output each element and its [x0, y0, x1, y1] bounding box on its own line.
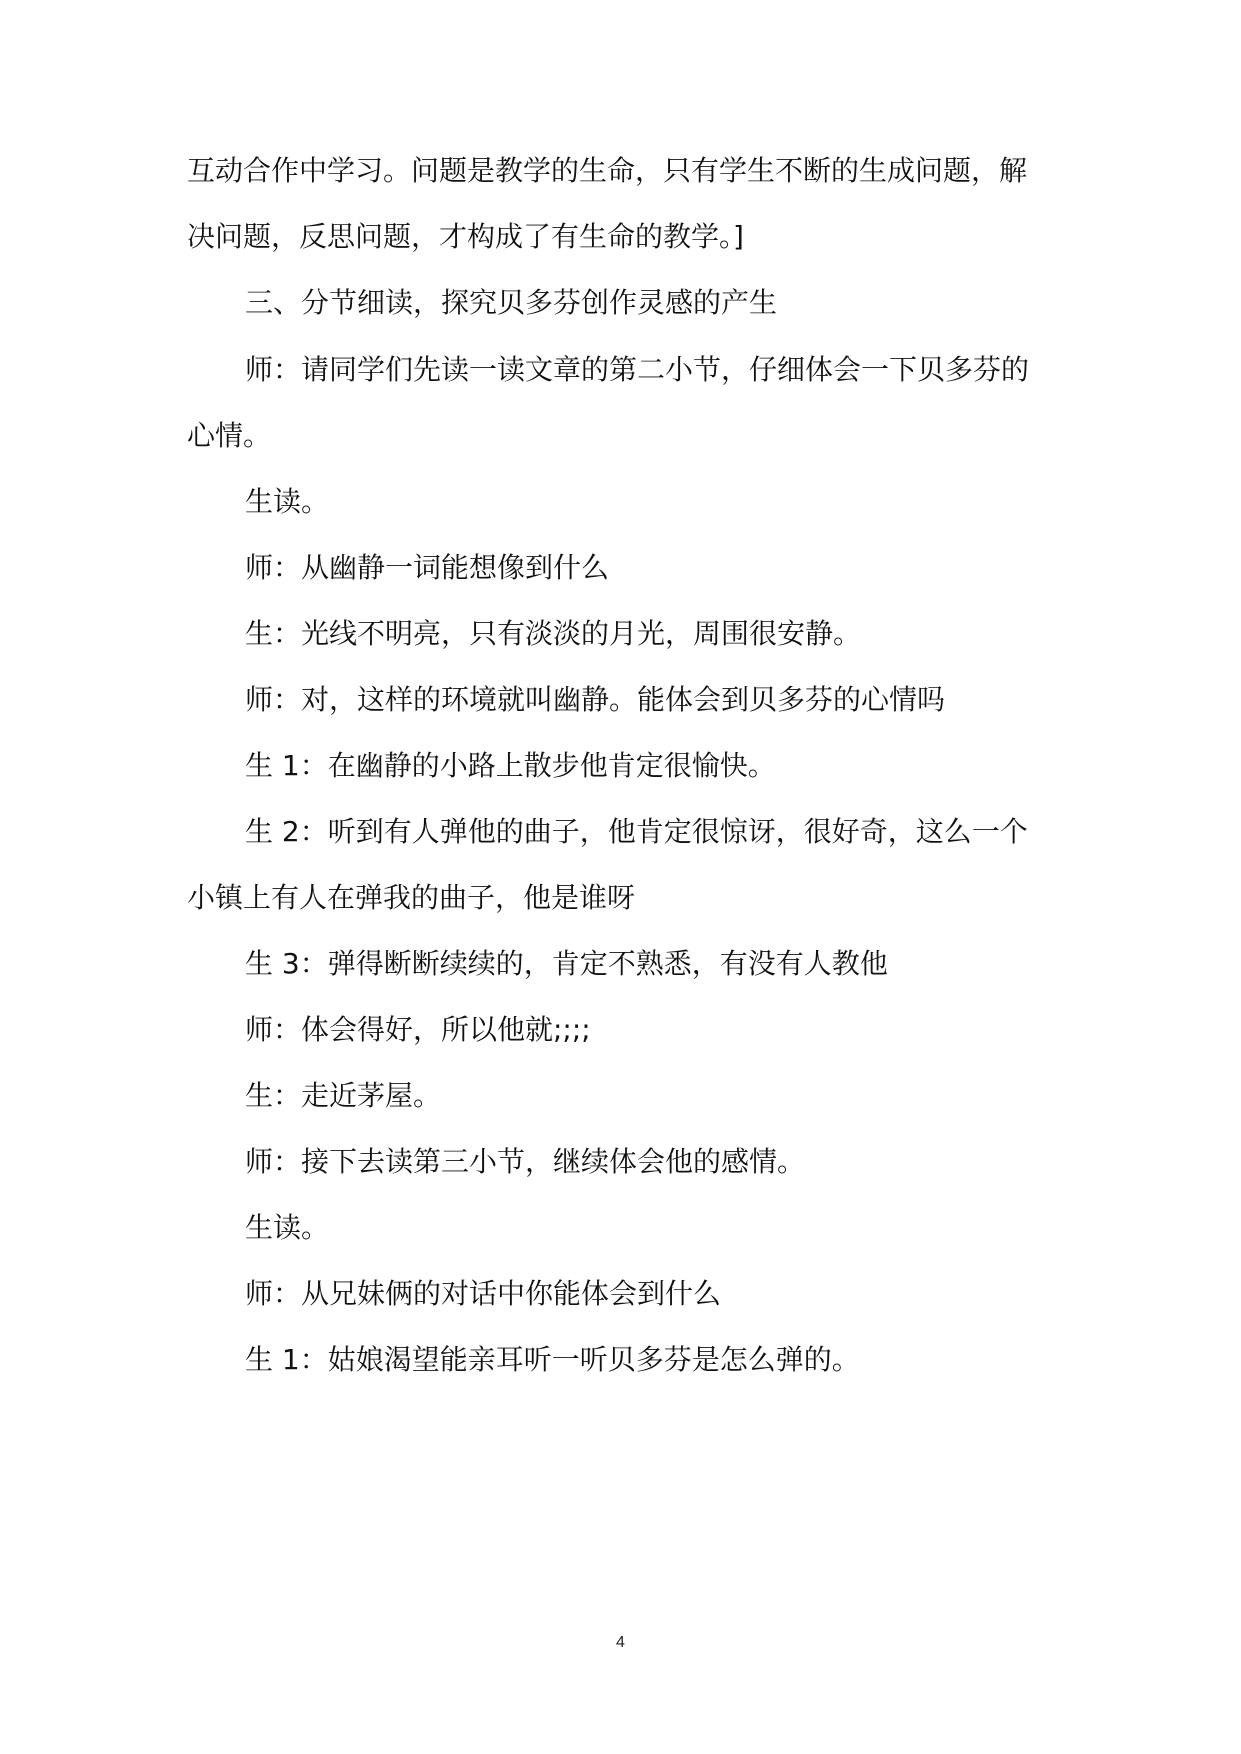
- text-line: 师：体会得好，所以他就;;;;: [245, 1013, 591, 1046]
- text-line: 师：接下去读第三小节，继续体会他的感情。: [245, 1145, 806, 1178]
- text-line: 师：请同学们先读一读文章的第二小节，仔细体会一下贝多芬的: [245, 353, 1030, 386]
- text-line: 生：光线不明亮，只有淡淡的月光，周围很安静。: [245, 617, 862, 650]
- text-line: 心情。: [187, 419, 272, 452]
- text-line: 生：走近茅屋。: [245, 1079, 442, 1112]
- text-line: 生 1：在幽静的小路上散步他肯定很愉快。: [245, 749, 776, 782]
- text-line: 生 1：姑娘渴望能亲耳听一听贝多芬是怎么弹的。: [245, 1343, 860, 1376]
- text-line: 师：对，这样的环境就叫幽静。能体会到贝多芬的心情吗: [245, 683, 946, 716]
- text-line: 师：从兄妹俩的对话中你能体会到什么: [245, 1277, 722, 1310]
- text-line: 生 2：听到有人弹他的曲子，他肯定很惊讶，很好奇，这么一个: [245, 815, 1028, 848]
- text-line: 生 3：弹得断断续续的，肯定不熟悉，有没有人教他: [245, 947, 888, 980]
- text-line: 互动合作中学习。问题是教学的生命，只有学生不断的生成问题，解: [187, 154, 1028, 187]
- page-number: 4: [616, 1634, 625, 1651]
- text-line: 生读。: [245, 485, 330, 518]
- section-heading: 三、分节细读，探究贝多芬创作灵感的产生: [245, 286, 778, 319]
- text-line: 师：从幽静一词能想像到什么: [245, 551, 610, 584]
- text-line: 小镇上有人在弹我的曲子，他是谁呀: [187, 881, 636, 914]
- text-line: 决问题，反思问题，才构成了有生命的教学。]: [187, 220, 744, 253]
- text-line: 生读。: [245, 1211, 330, 1244]
